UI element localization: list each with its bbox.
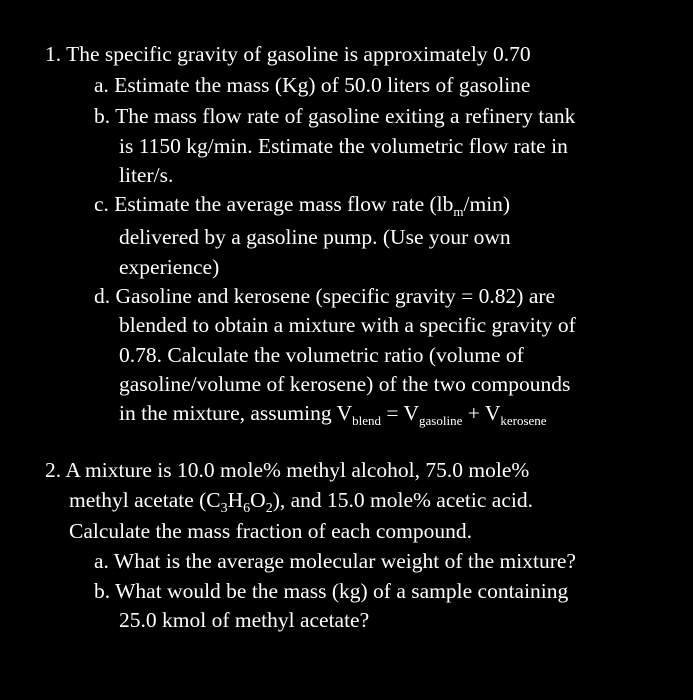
q1-d5-sub-kerosene: kerosene [500,413,547,428]
q2-part-b-line1: b. What would be the mass (kg) of a sample containing [94,579,569,603]
q1-d5-mid2: + V [462,401,501,425]
q1-part-b-line3: liter/s. [119,163,174,187]
q1-title: 1. The specific gravity of gasoline is approximately 0.70 [45,42,531,66]
q2-l2-h: H [227,488,244,512]
q1-d5-sub-blend: blend [352,413,381,428]
q1-part-c-line3: experience) [119,255,220,279]
q2-l2-pre: methyl acetate (C [69,488,221,512]
q1-part-d-line2: blended to obtain a mixture with a specific gravity of [119,313,576,337]
q2-line2 [69,487,533,517]
q2-l2-sub-6: 6 [243,501,251,516]
q2-line1: 2. A mixture is 10.0 mole% methyl alcohol, 75.0 mole% [45,458,530,482]
q1-part-c-line2: delivered by a gasoline pump. (Use your own [119,225,511,249]
q1-d5-pre: in the mixture, assuming V [119,401,353,425]
q2-line3: Calculate the mass fraction of each compound. [69,519,472,543]
q1-part-b-line1: b. The mass flow rate of gasoline exiting a refinery tank [94,104,576,128]
q2-l2-o: O [250,488,266,512]
q2-l2-sub-2: 2 [265,501,273,516]
q2-part-a: a. What is the average molecular weight of the mixture? [94,549,576,573]
q1-c1-sub: m [453,204,464,219]
q1-part-d-line3: 0.78. Calculate the volumetric ratio (volume of [119,343,524,367]
q1-c1-pre: c. Estimate the average mass flow rate (lb [94,192,454,216]
q2-part-b-line2: 25.0 kmol of methyl acetate? [119,608,370,632]
q1-c1-post: /min) [463,192,511,216]
q1-part-d-line1: d. Gasoline and kerosene (specific gravity = 0.82) are [94,284,556,308]
q2-l2-post: ), and 15.0 mole% acetic acid. [272,488,533,512]
q1-part-a: a. Estimate the mass (Kg) of 50.0 liters of gasoline [94,73,531,97]
q1-d5-mid: = V [381,401,420,425]
q1-d5-sub-gasoline: gasoline [419,413,463,428]
q1-part-d-line4: gasoline/volume of kerosene) of the two compounds [119,372,571,396]
q1-part-d-line5 [119,400,547,429]
q1-part-b-line2: is 1150 kg/min. Estimate the volumetric flow rate in [119,134,568,158]
q2-l2-sub-3: 3 [220,501,228,516]
q1-part-c-line1 [94,191,510,220]
